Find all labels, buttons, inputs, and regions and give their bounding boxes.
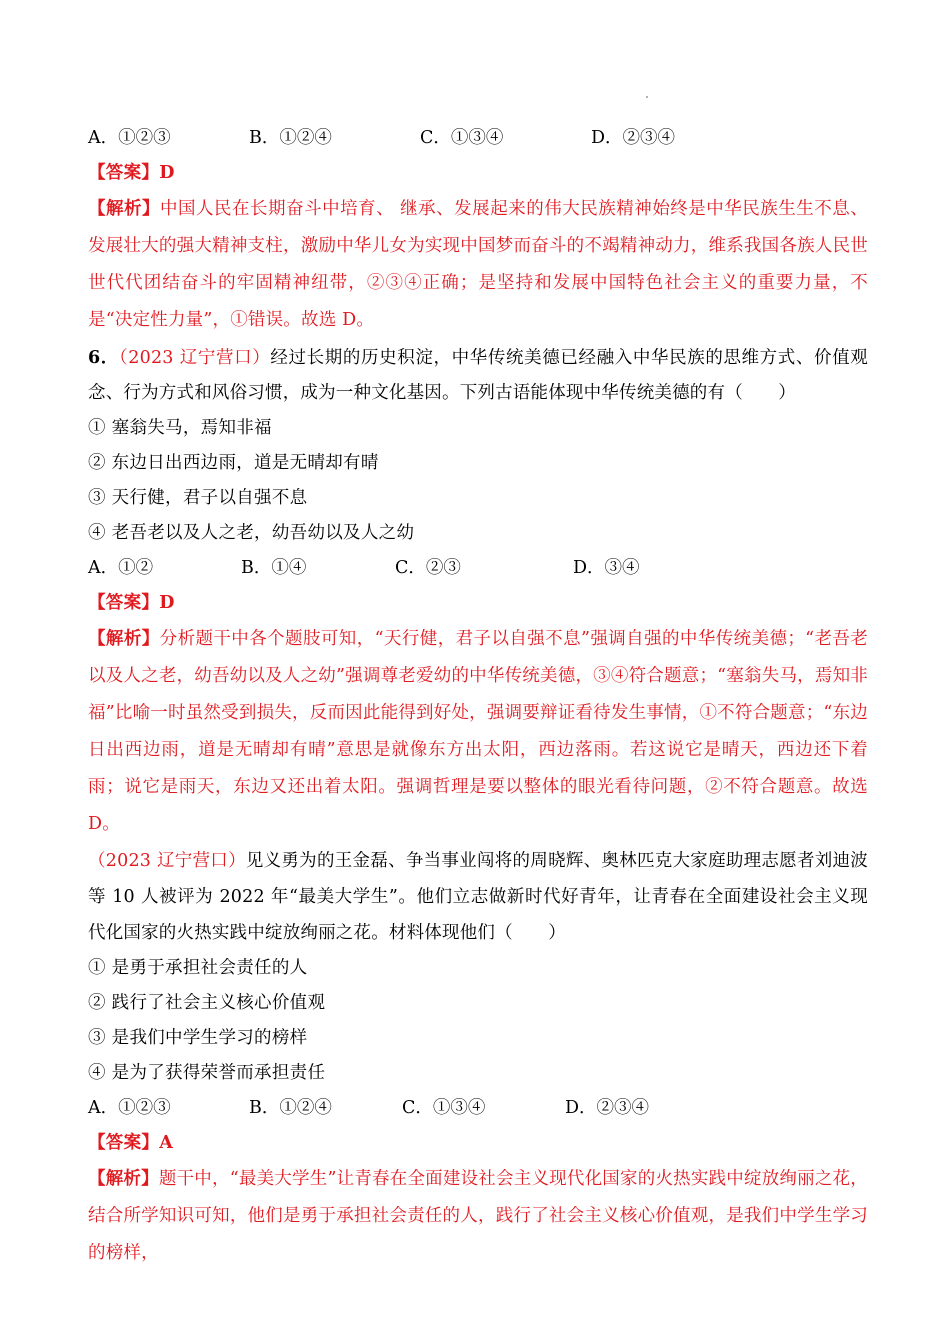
q5-option-b: B．①②④ xyxy=(249,128,332,148)
q6-source: （2023 辽宁营口） xyxy=(118,348,271,368)
q5-analysis xyxy=(88,191,868,339)
q5-option-c: C．①③④ xyxy=(420,128,504,148)
q5-options xyxy=(88,121,868,156)
q6-item-2: ② 东边日出西边雨，道是无晴却有晴 xyxy=(88,453,379,473)
q7-item-2: ② 践行了社会主义核心价值观 xyxy=(88,993,326,1013)
analysis-label: 【解析】 xyxy=(88,199,161,219)
q7-source: （2023 辽宁营口） xyxy=(88,851,246,871)
q7-item-1: ① 是勇于承担社会责任的人 xyxy=(88,958,308,978)
q6-item-1: ① 塞翁失马，焉知非福 xyxy=(88,418,272,438)
q7-stem xyxy=(88,843,868,951)
q7-option-b: B．①②④ xyxy=(249,1098,332,1118)
q6-option-d: D．③④ xyxy=(573,558,640,578)
q6-option-b: B．①④ xyxy=(241,558,307,578)
q7-option-c: C．①③④ xyxy=(402,1098,486,1118)
document-page xyxy=(88,100,868,1272)
q7-options xyxy=(88,1091,868,1126)
q6-item-4: ④ 老吾老以及人之老，幼吾幼以及人之幼 xyxy=(88,523,415,543)
q7-item-4: ④ 是为了获得荣誉而承担责任 xyxy=(88,1063,326,1083)
q5-answer xyxy=(88,156,868,191)
analysis-text: 分析题干中各个题肢可知，“天行健，君子以自强不息”强调自强的中华传统美德；“老吾老以及人之老，幼吾幼以及人之幼”强调尊老爱幼的中华传统美德，③④符合题意；“塞翁失马，焉知非福”比喻一时虽然受到损失，反而因此能得到好处，强调要辩证看待发生事情，①不符合题意；“东边日出西边雨，道是无晴却有晴”意思是就像东方出太阳，西边落雨。若这说它是晴天，西边还下着雨；说它是雨天，东边又还出着太阳。强调哲理是要以整体的眼光看待问题，②不符合题意。故选 D。 xyxy=(88,629,868,834)
q6-answer xyxy=(88,586,868,621)
q6-stem-text: 经过长期的历史积淀，中华传统美德已经融入中华民族的思维方式、价值观念、行为方式和风俗习惯，成为一种文化基因。下列古语能体现中华传统美德的有（ ） xyxy=(88,348,868,403)
answer-label: 【答案】 xyxy=(88,593,160,613)
q6-options xyxy=(88,551,868,586)
q5-option-d: D．②③④ xyxy=(591,128,676,148)
q6-option-c: C．②③ xyxy=(395,558,461,578)
q7-stem-text: 见义勇为的王金磊、争当事业闯将的周晓辉、奥林匹克大家庭助理志愿者刘迪波等 10 人被评为 2022 年“最美大学生”。他们立志做新时代好青年，让青春在全面建设社会主义现代化国家的火热实践中绽放绚丽之花。材料体现他们（ ） xyxy=(88,851,868,943)
q6-number: 6． xyxy=(88,348,119,368)
q7-item-3: ③ 是我们中学生学习的榜样 xyxy=(88,1028,308,1048)
answer-value: A xyxy=(159,1133,174,1153)
q7-option-d: D．②③④ xyxy=(565,1098,650,1118)
q6-stem xyxy=(88,341,868,411)
analysis-text: 题干中，“最美大学生”让青春在全面建设社会主义现代化国家的火热实践中绽放绚丽之花，结合所学知识可知，他们是勇于承担社会责任的人，践行了社会主义核心价值观，是我们中学生学习的榜样， xyxy=(88,1169,868,1263)
q7-option-a: A．①②③ xyxy=(88,1098,171,1118)
answer-label: 【答案】 xyxy=(88,163,160,183)
analysis-label: 【解析】 xyxy=(88,629,160,649)
decorative-dot xyxy=(646,96,648,98)
q7-analysis xyxy=(88,1161,868,1272)
q6-analysis xyxy=(88,621,868,843)
q5-option-a: A．①②③ xyxy=(88,128,171,148)
answer-value: D xyxy=(159,593,175,613)
q6-item-3: ③ 天行健，君子以自强不息 xyxy=(88,488,308,508)
answer-value: D xyxy=(159,163,175,183)
analysis-text: 中国人民在长期奋斗中培育、 继承、发展起来的伟大民族精神始终是中华民族生生不息、发展壮大的强大精神支柱，激励中华儿女为实现中国梦而奋斗的不竭精神动力，维系我国各族人民世世代代团结奋斗的牢固精神纽带，②③④正确；是坚持和发展中国特色社会主义的重要力量，不是“决定性力量”，①错误。故选 D。 xyxy=(88,199,868,330)
q7-answer xyxy=(88,1126,868,1161)
analysis-label: 【解析】 xyxy=(88,1169,159,1189)
answer-label: 【答案】 xyxy=(88,1133,160,1153)
q6-option-a: A．①② xyxy=(88,558,154,578)
